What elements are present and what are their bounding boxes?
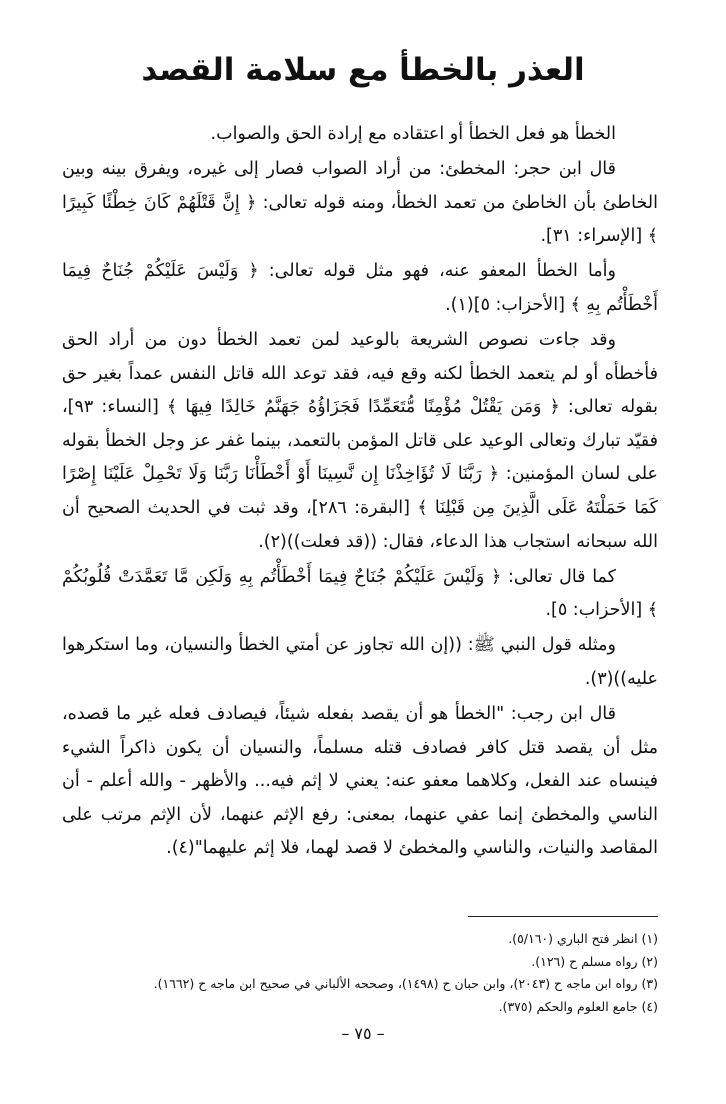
page-number: – ٧٥ – xyxy=(341,1024,385,1043)
footnote-divider xyxy=(468,916,658,917)
chapter-title: العذر بالخطأ مع سلامة القصد xyxy=(141,52,585,88)
footnote-4: (٤) جامع العلوم والحكم (٣٧٥). xyxy=(498,998,658,1014)
paragraph-ibn-hajar: قال ابن حجر: المخطئ: من أراد الصواب فصار إلى غيره، ويفرق بينه وبين الخاطئ بأن الخاطئ من تعمد الخطأ، ومنه قوله تعالى: ﴿ إِنَّ قَتْلَهُمْ كَانَ خِطْئًا كَبِيرًا ﴾ [الإسراء: ٣١]. xyxy=(62,159,658,247)
footnotes xyxy=(62,928,658,1018)
footnote-3: (٣) رواه ابن ماجه ح (٢٠٤٣)، وابن حبان ح (١٤٩٨)، وصححه الألباني في صحيح ابن ماجه ح (١٦٦٢). xyxy=(153,976,658,991)
paragraph-texts-warning: وقد جاءت نصوص الشريعة بالوعيد لمن تعمد الخطأ دون من أراد الحق فأخطأه أو لم يتعمد الخطأ لكنه وقع فيه، فقد توعد الله قاتل النفس عمداً بغير حق بقوله تعالى: ﴿ وَمَن يَقْتُلْ مُؤْمِنًا مُّتَعَمِّدًا فَجَزَاؤُهُ جَهَنَّمُ خَالِدًا فِيهَا ﴾ [النساء: ٩٣]، فقيّد تبارك وتعالى الوعيد على قاتل المؤمن بالتعمد، بينما غفر عز وجل الخطأ بقوله على لسان المؤمنين: ﴿ رَبَّنَا لَا تُؤَاخِذْنَا إِن نَّسِينَا أَوْ أَخْطَأْنَا رَبَّنَا وَلَا تَحْمِلْ عَلَيْنَا إِصْرًا كَمَا حَمَلْتَهُ عَلَى الَّذِينَ مِن قَبْلِنَا ﴾ [البقرة: ٢٨٦]، وقد ثبت في الحديث الصحيح أن الله سبحانه استجاب هذا الدعاء، فقال: ((قد فعلت))(٢). xyxy=(62,330,658,552)
paragraph-hadith: ومثله قول النبي ﷺ: ((إن الله تجاوز عن أمتي الخطأ والنسيان، وما استكرهوا عليه))(٣). xyxy=(62,635,658,689)
body-text xyxy=(62,118,658,868)
paragraph-ibn-rajab: قال ابن رجب: "الخطأ هو أن يقصد بفعله شيئاً، فيصادف فعله غير ما قصده، مثل أن يقصد قتل كافر فصادف قتله مسلماً، والنسيان أن يكون ذاكراً الشيء فينساه عند الفعل، وكلاهما معفو عنه: يعني لا إثم فيه... والأظهر - والله أعلم - أن الناسي والمخطئ إنما عفي عنهما، بمعنى: رفع الإثم عنهما، لأن الإثم مرتب على المقاصد والنيات، والناسي والمخطئ لا قصد لهما، فلا إثم عليهما"(٤). xyxy=(62,704,658,859)
footnote-1: (١) انظر فتح الباري (٥/١٦٠). xyxy=(508,931,658,946)
paragraph-ahzab-verse: كما قال تعالى: ﴿ وَلَيْسَ عَلَيْكُمْ جُنَاحٌ فِيمَا أَخْطَأْتُم بِهِ وَلَكِن مَّا تَعَمَّدَتْ قُلُوبُكُمْ ﴾ [الأحزاب: ٥]. xyxy=(62,566,658,621)
paragraph-definition: الخطأ هو فعل الخطأ أو اعتقاده مع إرادة الحق والصواب. xyxy=(210,124,616,144)
paragraph-forgiven-error: وأما الخطأ المعفو عنه، فهو مثل قوله تعالى: ﴿ وَلَيْسَ عَلَيْكُمْ جُنَاحٌ فِيمَا أَخْطَأْتُم بِهِ ﴾ [الأحزاب: ٥](١). xyxy=(62,261,658,315)
footnote-2: (٢) رواه مسلم ح (١٢٦). xyxy=(531,953,658,969)
